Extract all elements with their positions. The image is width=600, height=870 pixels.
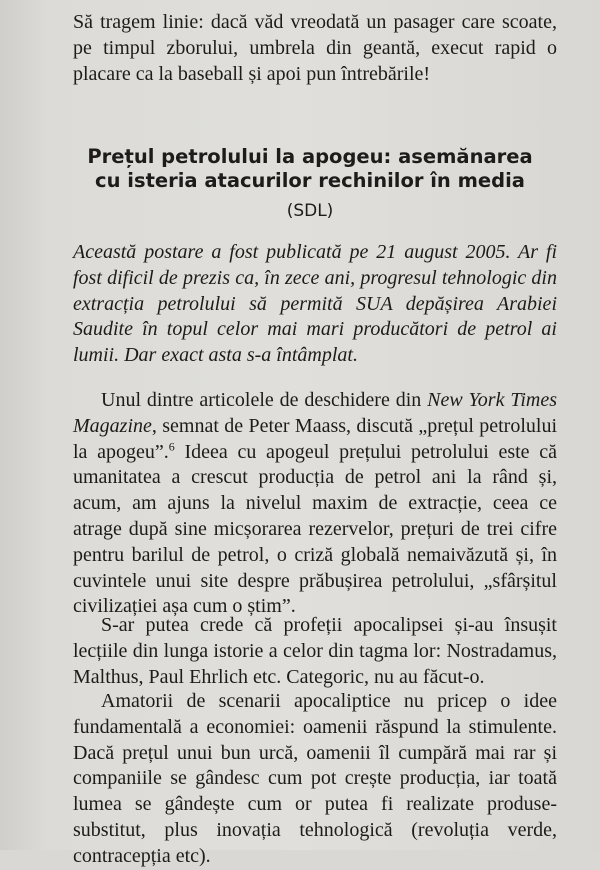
magazine-title: New York Times Magazine bbox=[73, 389, 557, 437]
section-heading bbox=[60, 145, 560, 193]
body-paragraph-2: S-ar putea crede că profeții apocalipsei și-au însușit lecțiile din lunga istorie a celor din tagma lor: Nostradamus, Malthus, Paul Ehrlich etc. Categoric, nu au făcut-o. bbox=[73, 614, 557, 688]
intro-note: Această postare a fost publicată pe 21 august 2005. Ar fi fost dificil de prezis ca, în zece ani, progresul tehnologic din extracția petrolului să permită SUA depășirea Arabiei Saudite în topul celor mai mari producători de petrol ai lumii. Dar exact asta s-a întâmplat. bbox=[73, 241, 557, 367]
body-paragraph-1 bbox=[73, 388, 557, 620]
body1-part2: , semnat de Peter Maass, discută „prețul petrolului la apogeu”. bbox=[73, 414, 557, 463]
heading-line-1: Prețul petrolului la apogeu: asemănarea bbox=[87, 145, 533, 168]
body1-part1: Unul dintre articolele de deschidere din bbox=[101, 389, 428, 411]
author-byline: (SDL) bbox=[286, 201, 334, 221]
body1-part3: Ideea cu apogeul prețului petrolului este că umanitatea a crescut producția de petrol ani la rând și, acum, am ajuns la nivelul maxim de extracție, ceea ce atrage după sine micșorarea rezervelor, prețuri de trei cifre pentru barilul de petrol, o criză globală nemaivăzută și, în cuvintele unui site despre prăbușirea petrolului, „sfârșitul civilizației așa cum o știm”. bbox=[73, 440, 557, 618]
top-paragraph: Să tragem linie: dacă văd vreodată un pasager care scoate, pe timpul zborului, umbrela din geantă, execut rapid o placare ca la baseball și apoi pun întrebările! bbox=[73, 11, 557, 85]
body-paragraph-3: Amatorii de scenarii apocaliptice nu pricep o idee fundamentală a economiei: oamenii răspund la stimulente. Dacă prețul unui bun urcă, oamenii îl cumpără mai rar și companiile se gândesc cum pot crește producția, iar toată lumea se gândește cum or putea fi realizate produse-substitut, plus inovația tehnologică (revoluția verde, contracepția etc). bbox=[73, 690, 557, 867]
footnote-marker: 6 bbox=[168, 438, 175, 453]
heading-line-2: cu isteria atacurilor rechinilor în media bbox=[95, 169, 525, 192]
